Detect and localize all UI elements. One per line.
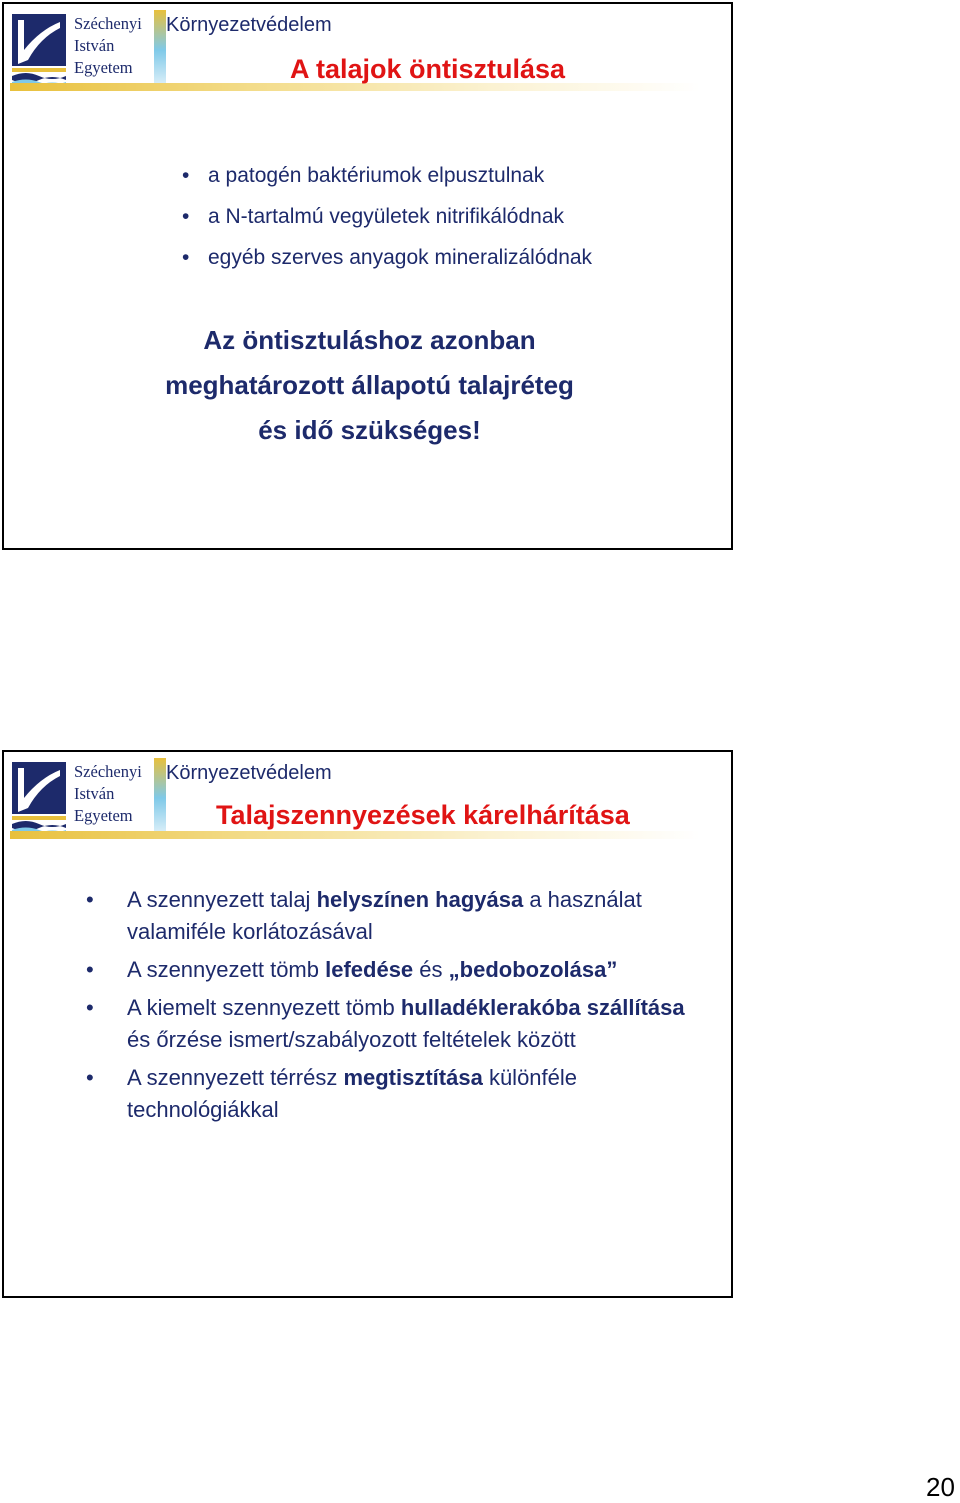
slide-title: Talajszennyezések kárelhárítása: [216, 800, 630, 830]
university-logo-icon: [10, 10, 68, 86]
header-horizontal-bar: [10, 831, 700, 839]
list-item: [82, 954, 702, 986]
university-name: [74, 761, 142, 827]
university-line-1: Széchenyi: [74, 762, 142, 781]
list-item: • egyéb szerves anyagok mineralizálódnak: [182, 237, 592, 278]
text: különféle technológiákkal: [127, 1065, 578, 1122]
list-item: [82, 1062, 702, 1126]
header-vertical-bar: [154, 758, 166, 838]
university-line-3: Egyetem: [74, 806, 133, 825]
text: A kiemelt szennyezett tömb: [127, 995, 401, 1020]
text: A szennyezett talaj: [127, 887, 317, 912]
list-item: [82, 884, 702, 948]
list-item: • a patogén baktériumok elpusztulnak: [182, 155, 592, 196]
text: a használat valamiféle korlátozásával: [127, 887, 642, 944]
slide-2: [2, 750, 733, 1298]
text: és őrzése ismert/szabályozott feltételek között: [127, 1027, 576, 1052]
slide-1: [2, 2, 733, 550]
university-line-1: Széchenyi: [74, 14, 142, 33]
note-line: Az öntisztuláshoz azonban: [203, 325, 536, 355]
text: A szennyezett tömb: [127, 957, 326, 982]
list-item: [82, 992, 702, 1056]
emphasis: „bedobozolása”: [448, 957, 618, 982]
list-item: • a N-tartalmú vegyületek nitrifikálódnak: [182, 196, 592, 237]
bullet-list: [182, 155, 592, 278]
course-name: Környezetvédelem: [166, 14, 332, 36]
bullet-list: [82, 884, 702, 1132]
emphasis: helyszínen hagyása: [316, 887, 524, 912]
text: A szennyezett térrész: [127, 1065, 344, 1090]
note-line: meghatározott állapotú talajréteg: [165, 370, 574, 400]
university-line-2: István: [74, 36, 115, 55]
emphasis: megtisztítása: [343, 1065, 483, 1090]
emphasis: lefedése: [325, 957, 414, 982]
university-line-3: Egyetem: [74, 58, 133, 77]
slide-title: A talajok öntisztulása: [290, 54, 566, 84]
header-vertical-bar: [154, 10, 166, 90]
university-logo-icon: [10, 758, 68, 834]
emphasis: hulladéklerakóba szállítása: [400, 995, 685, 1020]
course-name: Környezetvédelem: [166, 762, 332, 784]
university-name: [74, 13, 142, 79]
page-number: 20: [926, 1472, 955, 1502]
university-line-2: István: [74, 784, 115, 803]
note-line: és idő szükséges!: [258, 415, 481, 445]
text: és: [413, 957, 449, 982]
highlight-note: [4, 318, 735, 453]
